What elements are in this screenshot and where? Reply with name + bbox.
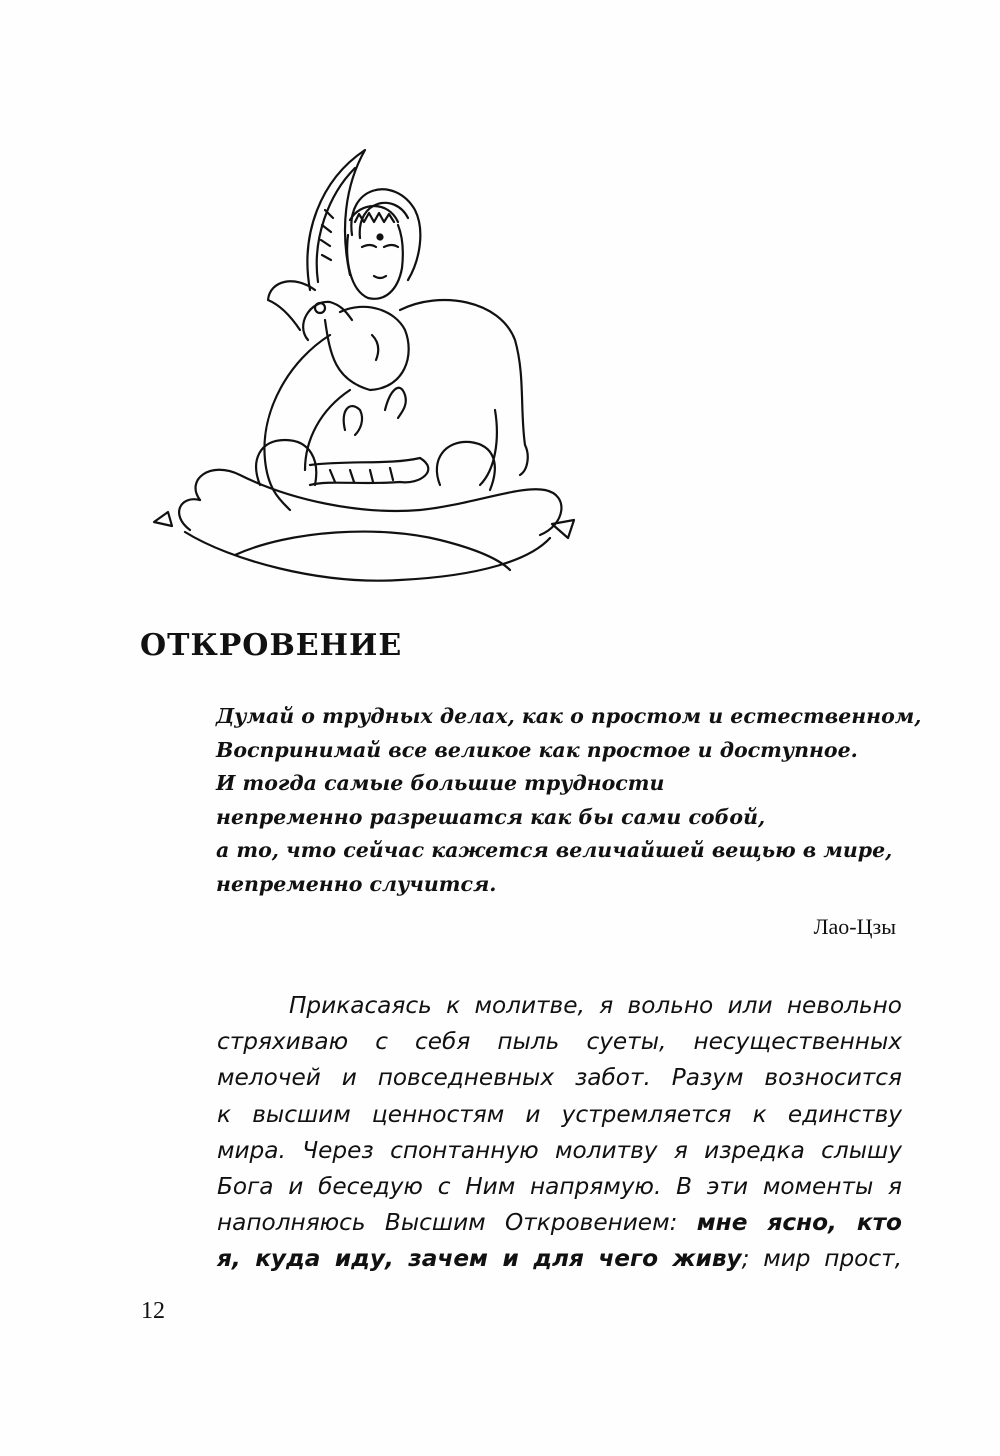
body-line: Прикасаясь к молитве, я вольно или невольно (289, 992, 902, 1019)
body-text-plain: ; мир прост, (741, 1245, 902, 1273)
epigraph-line: а то, что сейчас кажется величайшей вещью в мире, (216, 838, 893, 862)
body-paragraph (217, 988, 902, 1278)
body-line: Бога и беседую с Ним напрямую. В эти моменты я (217, 1173, 902, 1201)
epigraph-line: непременно случится. (216, 871, 497, 896)
body-line: к высшим ценностям и устремляется к единству (217, 1100, 902, 1128)
body-line (217, 1205, 902, 1241)
epigraph-line: И тогда самые большие трудности (216, 771, 665, 795)
page-number: 12 (141, 1298, 165, 1324)
chapter-heading: ОТКРОВЕНИЕ (140, 628, 403, 663)
body-text-bold: я, куда иду, зачем и для чего живу (217, 1245, 742, 1273)
body-line (217, 1241, 902, 1277)
epigraph-line: непременно разрешатся как бы сами собой, (216, 804, 766, 829)
body-text-bold: мне ясно, кто (696, 1209, 902, 1237)
epigraph (216, 700, 922, 901)
body-line: стряхиваю с себя пыль суеты, несущественных (217, 1028, 902, 1056)
body-line: мира. Через спонтанную молитву я изредка слышу (217, 1136, 902, 1164)
body-text-plain: наполняюсь Высшим Откровением: (217, 1209, 697, 1237)
epigraph-author: Лао-Цзы (813, 914, 896, 939)
epigraph-line: Воспринимай все великое как простое и доступное. (216, 737, 858, 762)
epigraph-line: Думай о трудных делах, как о простом и естественном, (216, 704, 922, 728)
body-line: мелочей и повседневных забот. Разум возносится (217, 1064, 902, 1092)
ganesha-with-child-icon (140, 140, 580, 600)
